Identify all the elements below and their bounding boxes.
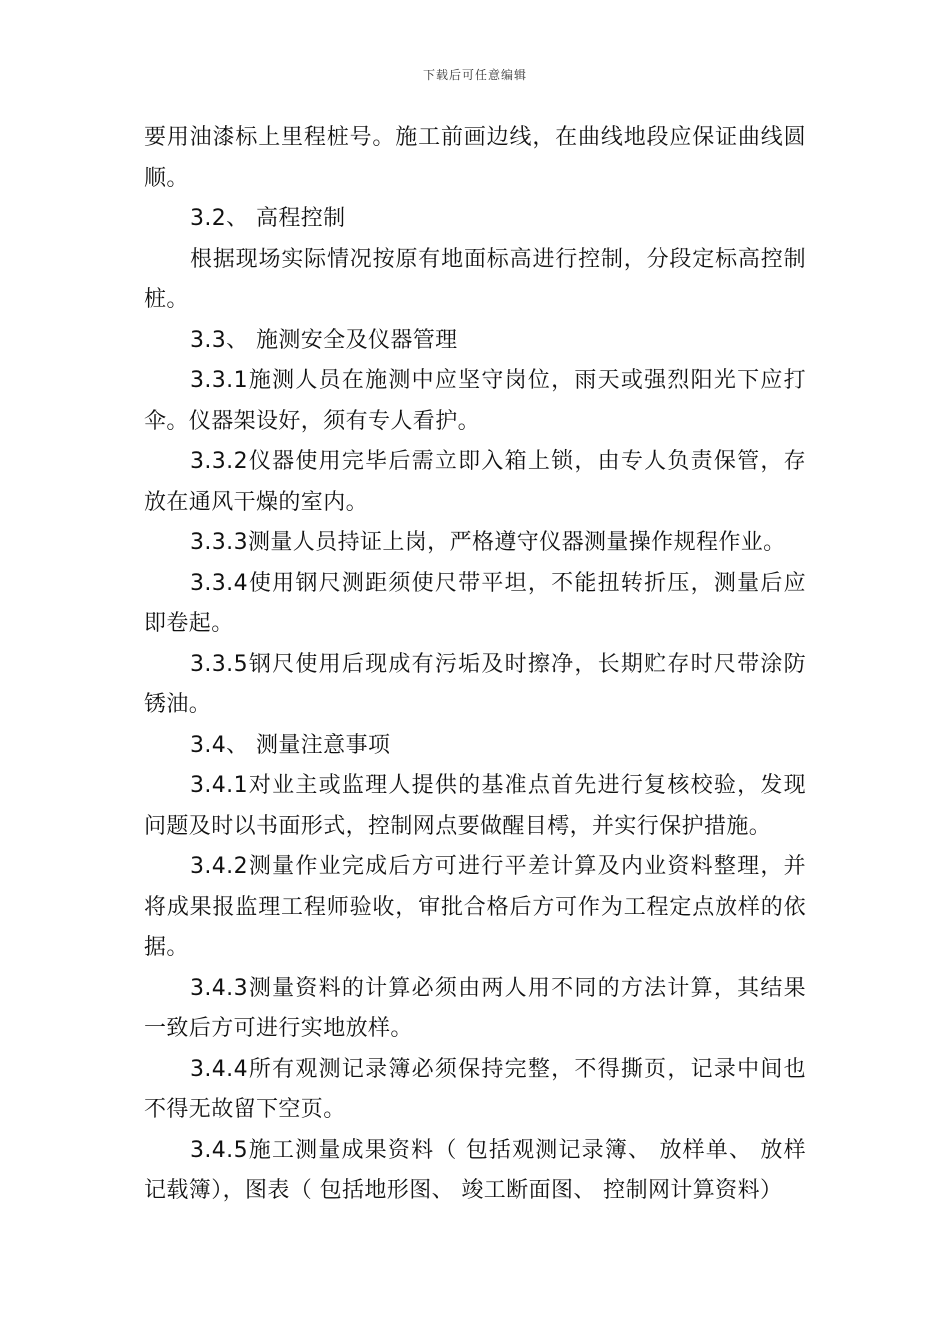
section-heading-3-4: 3.4、 测量注意事项 — [190, 732, 391, 758]
paragraph-3-4-2: 3.4.2测量作业完成后方可进行平差计算及内业资料整理，并将成果报监理工程师验收，审批合格后方可作为工程定点放样的依据。 — [144, 854, 806, 960]
paragraph-3-3-1: 3.3.1施测人员在施测中应坚守岗位，雨天或强烈阳光下应打伞。仪器架设好，须有专人看护。 — [144, 368, 806, 434]
section-heading-3-3: 3.3、 施测安全及仪器管理 — [190, 327, 458, 353]
section-heading-3-2: 3.2、 高程控制 — [190, 206, 346, 231]
paragraph-3-4-4: 3.4.4所有观测记录簿必须保持完整，不得撕页，记录中间也不得无故留下空页。 — [144, 1056, 806, 1122]
paragraph-3-4-3: 3.4.3测量资料的计算必须由两人用不同的方法计算，其结果一致后方可进行实地放样。 — [144, 975, 806, 1041]
header-note: 下载后可任意编辑 — [422, 68, 527, 82]
paragraph-3-3-2: 3.3.2仪器使用完毕后需立即入箱上锁，由专人负责保管，存放在通风干燥的室内。 — [144, 449, 806, 515]
paragraph-3-4-5: 3.4.5施工测量成果资料（ 包括观测记录簿、 放样单、 放样记载簿），图表（ 包括地形图、 竣工断面图、 控制网计算资料） — [144, 1137, 806, 1203]
paragraph-3-2: 根据现场实际情况按原有地面标高进行控制，分段定标高控制桩。 — [144, 246, 806, 312]
paragraph-3-3-4: 3.3.4使用钢尺测距须使尺带平坦，不能扭转折压，测量后应即卷起。 — [144, 570, 806, 636]
paragraph-3-3-3: 3.3.3测量人员持证上岗，严格遵守仪器测量操作规程作业。 — [190, 530, 786, 555]
paragraph-3-3-5: 3.3.5钢尺使用后现成有污垢及时擦净，长期贮存时尺带涂防锈油。 — [144, 651, 806, 717]
paragraph-intro: 要用油漆标上里程桩号。施工前画边线，在曲线地段应保证曲线圆顺。 — [144, 125, 806, 191]
document-body — [144, 118, 806, 1212]
paragraph-3-4-1: 3.4.1对业主或监理人提供的基准点首先进行复核校验，发现问题及时以书面形式，控制网点要做醒目樗，并实行保护措施。 — [144, 773, 806, 839]
